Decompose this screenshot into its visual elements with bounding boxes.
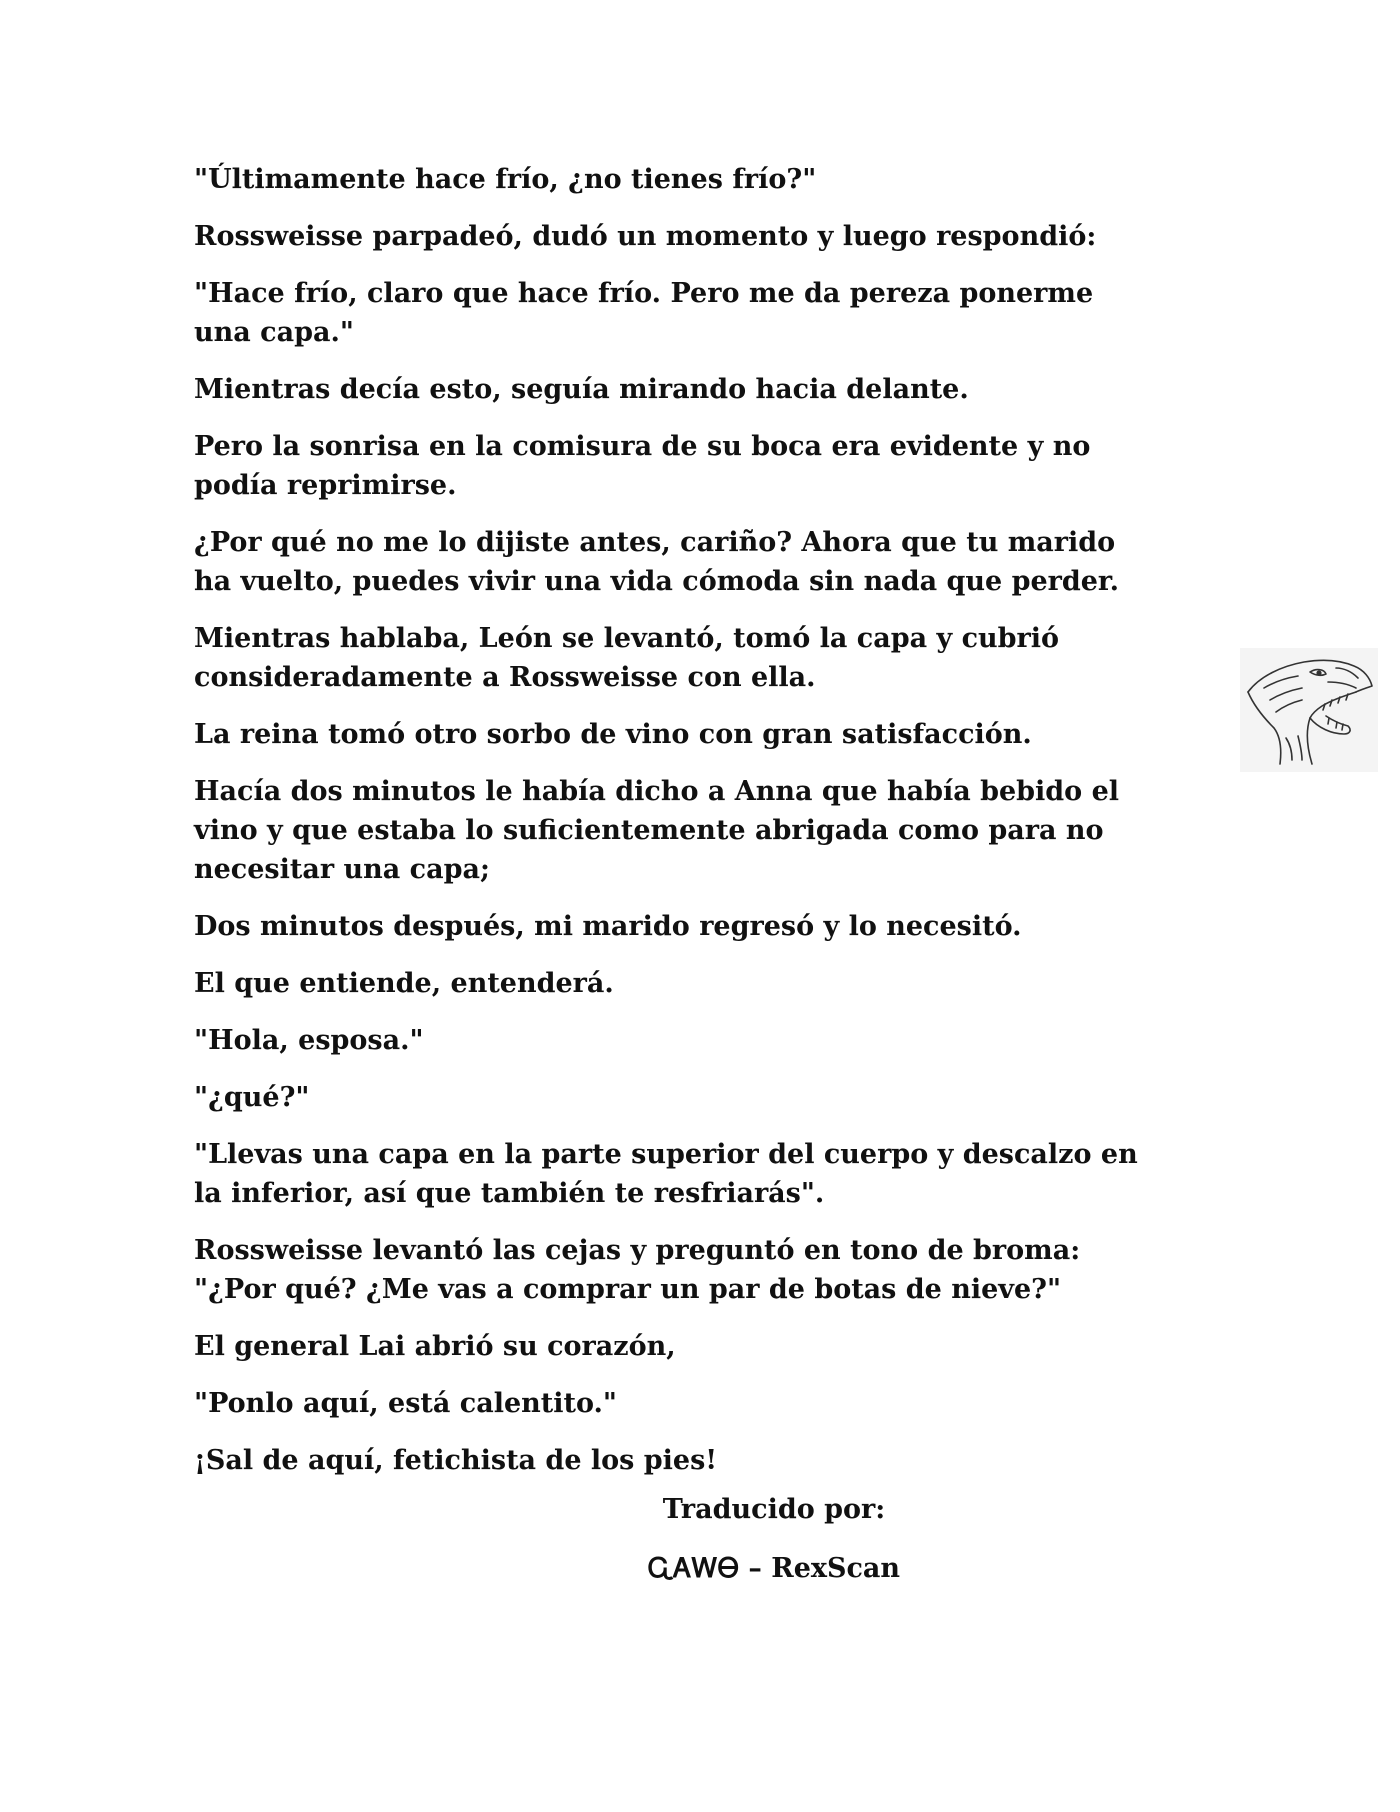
paragraph <box>194 619 1204 697</box>
paragraph <box>194 1135 1204 1213</box>
paragraph <box>194 1078 1204 1117</box>
text-line: Dos minutos después, mi marido regresó y lo necesitó. <box>194 911 1022 942</box>
text-line: Mientras hablaba, León se levantó, tomó la capa y cubrió <box>194 623 1060 654</box>
text-line: una capa." <box>194 317 354 348</box>
paragraph <box>194 274 1204 352</box>
text-line: necesitar una capa; <box>194 854 490 885</box>
paragraph <box>194 715 1204 754</box>
paragraph <box>194 160 1204 199</box>
text-line: El que entiende, entenderá. <box>194 968 614 999</box>
paragraph <box>194 1231 1204 1309</box>
paragraph <box>194 523 1204 601</box>
text-line: "¿qué?" <box>194 1082 310 1113</box>
translation-credits <box>194 1490 1204 1608</box>
paragraph <box>194 427 1204 505</box>
paragraph <box>194 370 1204 409</box>
credits-label: Traducido por: <box>662 1494 886 1525</box>
dinosaur-head-sketch-icon <box>1240 648 1378 772</box>
paragraph <box>194 1384 1204 1423</box>
text-line: La reina tomó otro sorbo de vino con gran satisfacción. <box>194 719 1032 750</box>
text-line: ha vuelto, puedes vivir una vida cómoda sin nada que perder. <box>194 566 1120 597</box>
text-line: ¡Sal de aquí, fetichista de los pies! <box>194 1445 718 1476</box>
text-line: la inferior, así que también te resfriarás". <box>194 1178 825 1209</box>
text-line: Rossweisse levantó las cejas y preguntó en tono de broma: <box>194 1235 1081 1266</box>
paragraph <box>194 964 1204 1003</box>
text-line: Hacía dos minutos le había dicho a Anna que había bebido el <box>194 776 1120 807</box>
text-line: El general Lai abrió su corazón, <box>194 1331 676 1362</box>
text-line: ¿Por qué no me lo dijiste antes, cariño? Ahora que tu marido <box>194 527 1116 558</box>
text-line: "Ponlo aquí, está calentito." <box>194 1388 617 1419</box>
text-line: Rossweisse parpadeó, dudó un momento y luego respondió: <box>194 221 1097 252</box>
text-line: "Hola, esposa." <box>194 1025 424 1056</box>
paragraph <box>194 907 1204 946</box>
text-line: "Llevas una capa en la parte superior del cuerpo y descalzo en <box>194 1139 1138 1170</box>
text-line: "Últimamente hace frío, ¿no tienes frío?" <box>194 164 817 195</box>
text-line: "¿Por qué? ¿Me vas a comprar un par de botas de nieve?" <box>194 1274 1062 1305</box>
text-line: vino y que estaba lo suficientemente abrigada como para no <box>194 815 1104 846</box>
story-text <box>194 160 1204 1498</box>
text-line: Pero la sonrisa en la comisura de su boca era evidente y no <box>194 431 1091 462</box>
paragraph <box>194 772 1204 889</box>
paragraph <box>194 217 1204 256</box>
text-line: consideradamente a Rossweisse con ella. <box>194 662 816 693</box>
paragraph <box>194 1441 1204 1480</box>
text-line: podía reprimirse. <box>194 470 457 501</box>
text-line: "Hace frío, claro que hace frío. Pero me da pereza ponerme <box>194 278 1094 309</box>
paragraph <box>194 1327 1204 1366</box>
text-line: Mientras decía esto, seguía mirando hacia delante. <box>194 374 969 405</box>
credits-translator: ᏩᎪᎳᎾ – RexScan <box>647 1553 901 1584</box>
paragraph <box>194 1021 1204 1060</box>
